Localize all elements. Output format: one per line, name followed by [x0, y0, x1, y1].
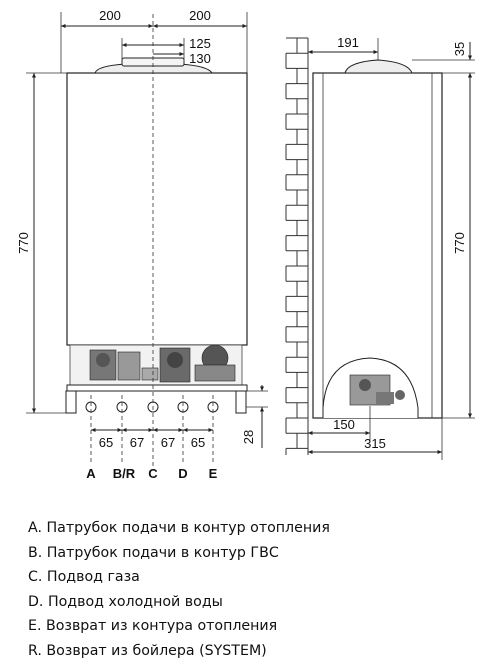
connection-label-a: A	[86, 466, 96, 481]
side-top-dim: 35	[452, 41, 467, 57]
flue-dim-125: 125	[189, 36, 211, 51]
legend-item-c: C. Подвод газа	[28, 569, 140, 586]
spacing-a-b: 65	[98, 435, 114, 450]
side-height-dim: 770	[452, 232, 467, 254]
legend-item-a: A. Патрубок подачи в контур отопления	[28, 520, 330, 536]
legend-item-b: B. Патрубок подачи в контур ГВС	[28, 544, 279, 561]
side-inner-depth-dim: 150	[333, 417, 355, 432]
connection-label-c: C	[148, 466, 158, 481]
side-flue-offset-dim: 191	[337, 35, 359, 50]
front-height-dim: 770	[16, 232, 31, 254]
side-view	[286, 35, 475, 460]
brick-wall	[286, 38, 308, 455]
legend-item-r: R. Возврат из бойлера (SYSTEM)	[28, 642, 267, 659]
side-flue-collar	[345, 60, 412, 73]
flue-dim-130: 130	[189, 51, 211, 66]
connection-legend	[28, 516, 330, 664]
top-dim-right: 200	[189, 8, 211, 23]
spacing-d-e: 65	[190, 435, 206, 450]
connection-label-d: D	[178, 466, 188, 481]
spacing-c-d: 67	[160, 435, 176, 450]
side-depth-dim: 315	[364, 436, 386, 451]
front-view	[16, 8, 268, 481]
spacing-b-c: 67	[129, 435, 145, 450]
legend-item-d: D. Подвод холодной воды	[28, 593, 223, 610]
connection-label-br: B/R	[112, 466, 136, 481]
connection-label-e: E	[208, 466, 218, 481]
connection-nozzles	[86, 402, 218, 412]
legend-item-e: E. Возврат из контура отопления	[28, 618, 278, 635]
hydraulic-components	[90, 345, 235, 382]
bottom-offset-dim: 28	[241, 429, 256, 445]
top-dim-left: 200	[99, 8, 121, 23]
front-boiler-body	[67, 73, 247, 345]
